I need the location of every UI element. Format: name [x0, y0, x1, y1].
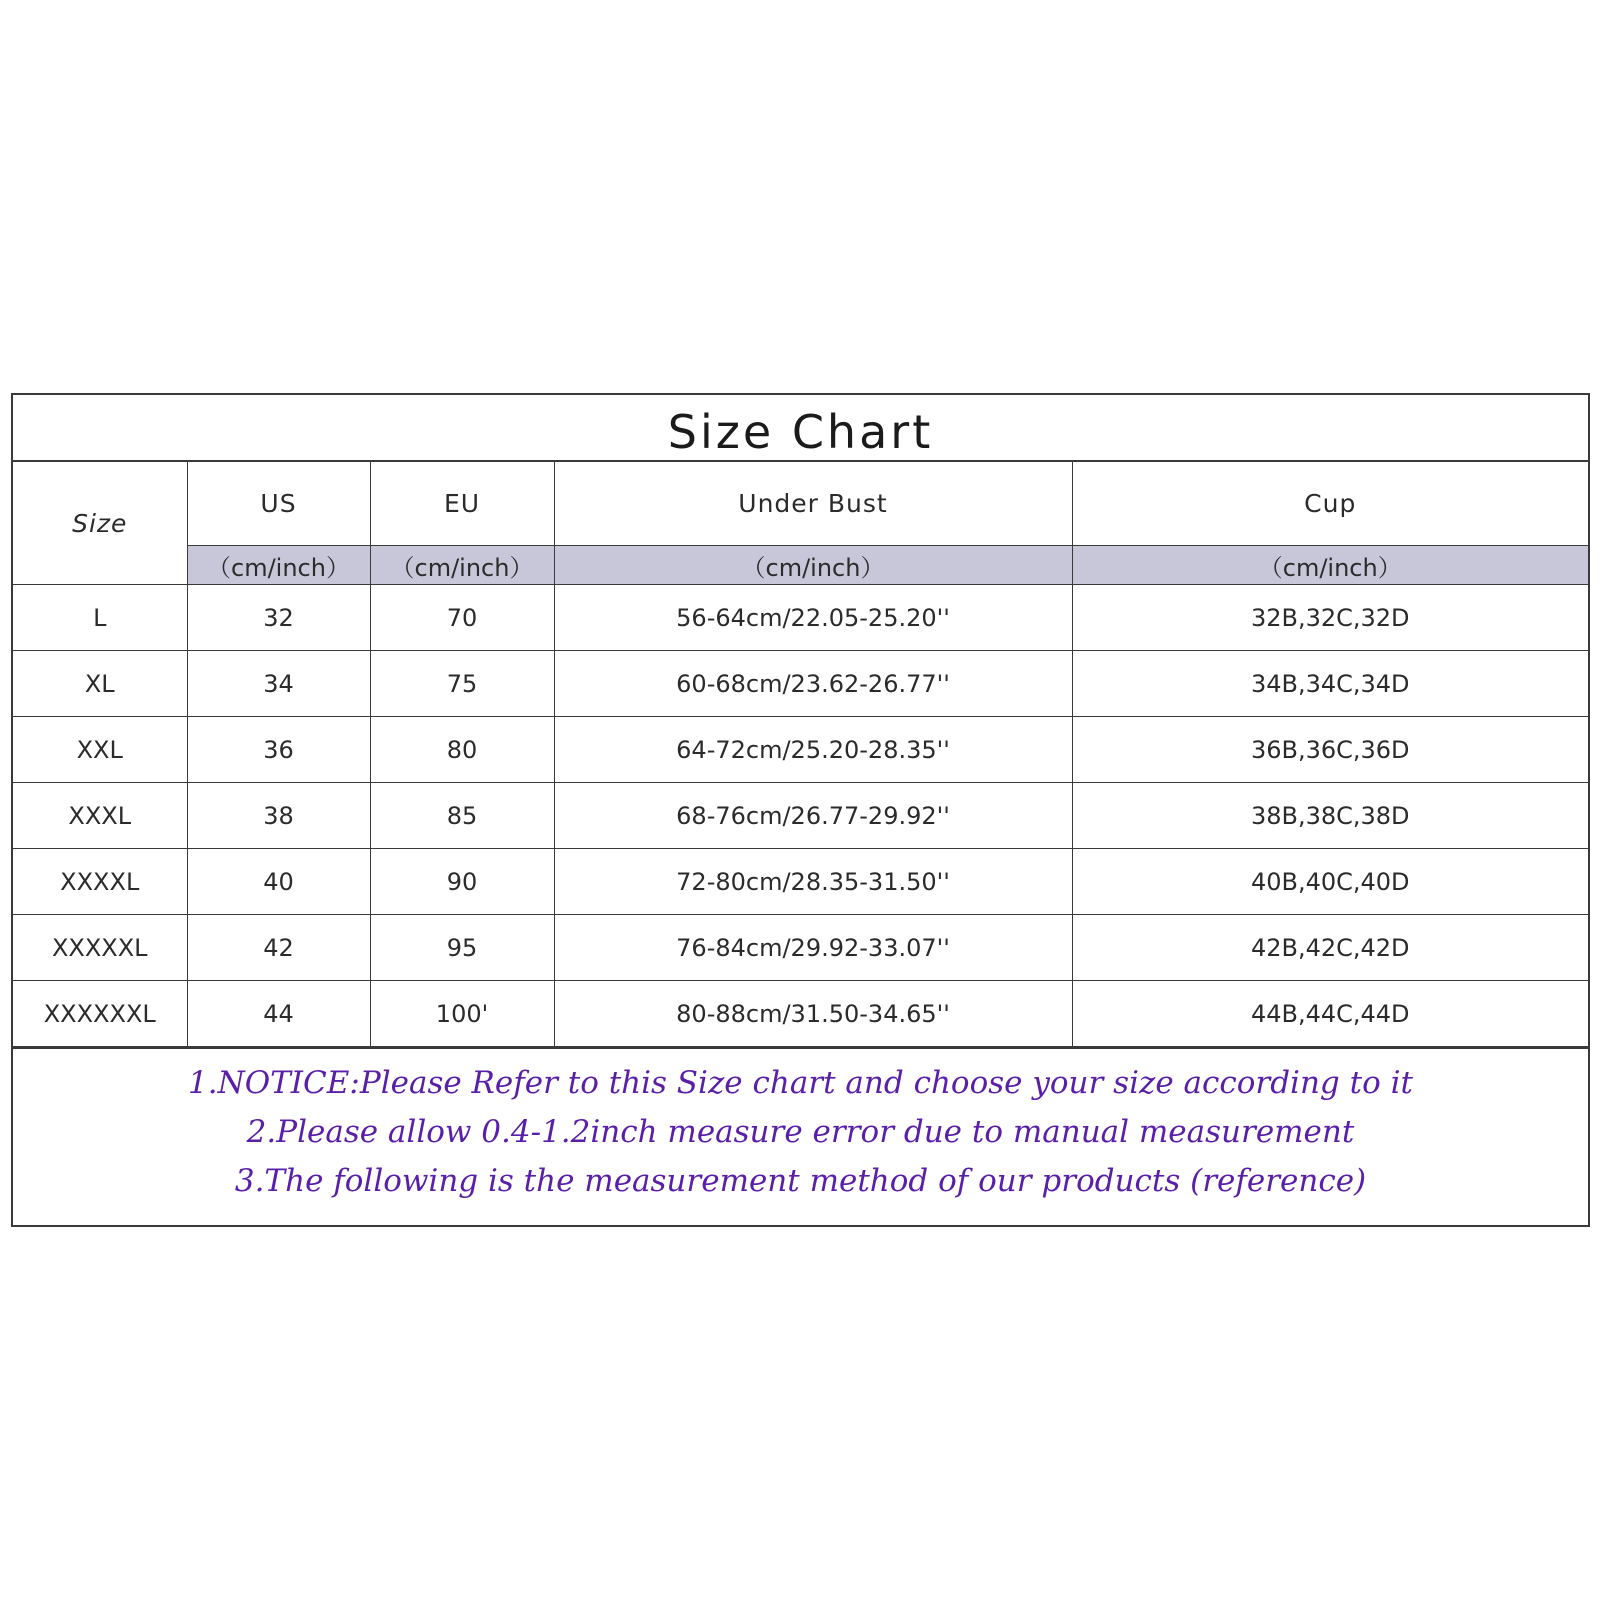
size-cell: XXXXL [13, 849, 187, 915]
table-row [13, 915, 1588, 981]
size-chart [11, 393, 1590, 1227]
table-row [13, 717, 1588, 783]
size-cell: L [13, 585, 187, 651]
table-row [13, 651, 1588, 717]
eu-cell: 100' [370, 981, 554, 1047]
eu-cell: 80 [370, 717, 554, 783]
cup-unit-label: （cm/inch） [1072, 546, 1588, 585]
cup-cell: 38B,38C,38D [1072, 783, 1588, 849]
under-bust-cell: 68-76cm/26.77-29.92'' [554, 783, 1072, 849]
cup-cell: 42B,42C,42D [1072, 915, 1588, 981]
table-row [13, 585, 1588, 651]
eu-cell: 90 [370, 849, 554, 915]
under-bust-cell: 80-88cm/31.50-34.65'' [554, 981, 1072, 1047]
eu-cell: 70 [370, 585, 554, 651]
size-cell: XXXL [13, 783, 187, 849]
cup-column-header: Cup [1072, 462, 1588, 546]
us-cell: 42 [187, 915, 370, 981]
us-cell: 40 [187, 849, 370, 915]
notice-line-1: 1.NOTICE:Please Refer to this Size chart and choose your size according to it [188, 1065, 1413, 1101]
cup-cell: 44B,44C,44D [1072, 981, 1588, 1047]
title-bar [13, 395, 1588, 462]
notice-line-3: 3.The following is the measurement method of our products (reference) [234, 1163, 1367, 1199]
header-row [13, 462, 1588, 546]
table-row [13, 981, 1588, 1047]
cup-cell: 34B,34C,34D [1072, 651, 1588, 717]
us-cell: 34 [187, 651, 370, 717]
us-cell: 38 [187, 783, 370, 849]
size-cell: XXXXXXL [13, 981, 187, 1047]
under-bust-unit-label: （cm/inch） [554, 546, 1072, 585]
eu-cell: 95 [370, 915, 554, 981]
size-table [13, 462, 1588, 1047]
eu-cell: 75 [370, 651, 554, 717]
under-bust-column-header: Under Bust [554, 462, 1072, 546]
eu-column-header: EU [370, 462, 554, 546]
cup-cell: 40B,40C,40D [1072, 849, 1588, 915]
chart-title: Size Chart [667, 404, 934, 459]
eu-cell: 85 [370, 783, 554, 849]
under-bust-cell: 56-64cm/22.05-25.20'' [554, 585, 1072, 651]
us-cell: 44 [187, 981, 370, 1047]
cup-cell: 36B,36C,36D [1072, 717, 1588, 783]
eu-unit-label: （cm/inch） [370, 546, 554, 585]
size-cell: XXL [13, 717, 187, 783]
us-cell: 32 [187, 585, 370, 651]
notice-line-2: 2.Please allow 0.4-1.2inch measure error due to manual measurement [246, 1114, 1355, 1150]
under-bust-cell: 64-72cm/25.20-28.35'' [554, 717, 1072, 783]
size-cell: XXXXXL [13, 915, 187, 981]
table-row [13, 849, 1588, 915]
unit-row [13, 546, 1588, 585]
size-column-header: Size [13, 462, 187, 585]
under-bust-cell: 60-68cm/23.62-26.77'' [554, 651, 1072, 717]
under-bust-cell: 76-84cm/29.92-33.07'' [554, 915, 1072, 981]
size-cell: XL [13, 651, 187, 717]
us-cell: 36 [187, 717, 370, 783]
under-bust-cell: 72-80cm/28.35-31.50'' [554, 849, 1072, 915]
us-unit-label: （cm/inch） [187, 546, 370, 585]
table-row [13, 783, 1588, 849]
notes-section [13, 1047, 1588, 1216]
us-column-header: US [187, 462, 370, 546]
cup-cell: 32B,32C,32D [1072, 585, 1588, 651]
